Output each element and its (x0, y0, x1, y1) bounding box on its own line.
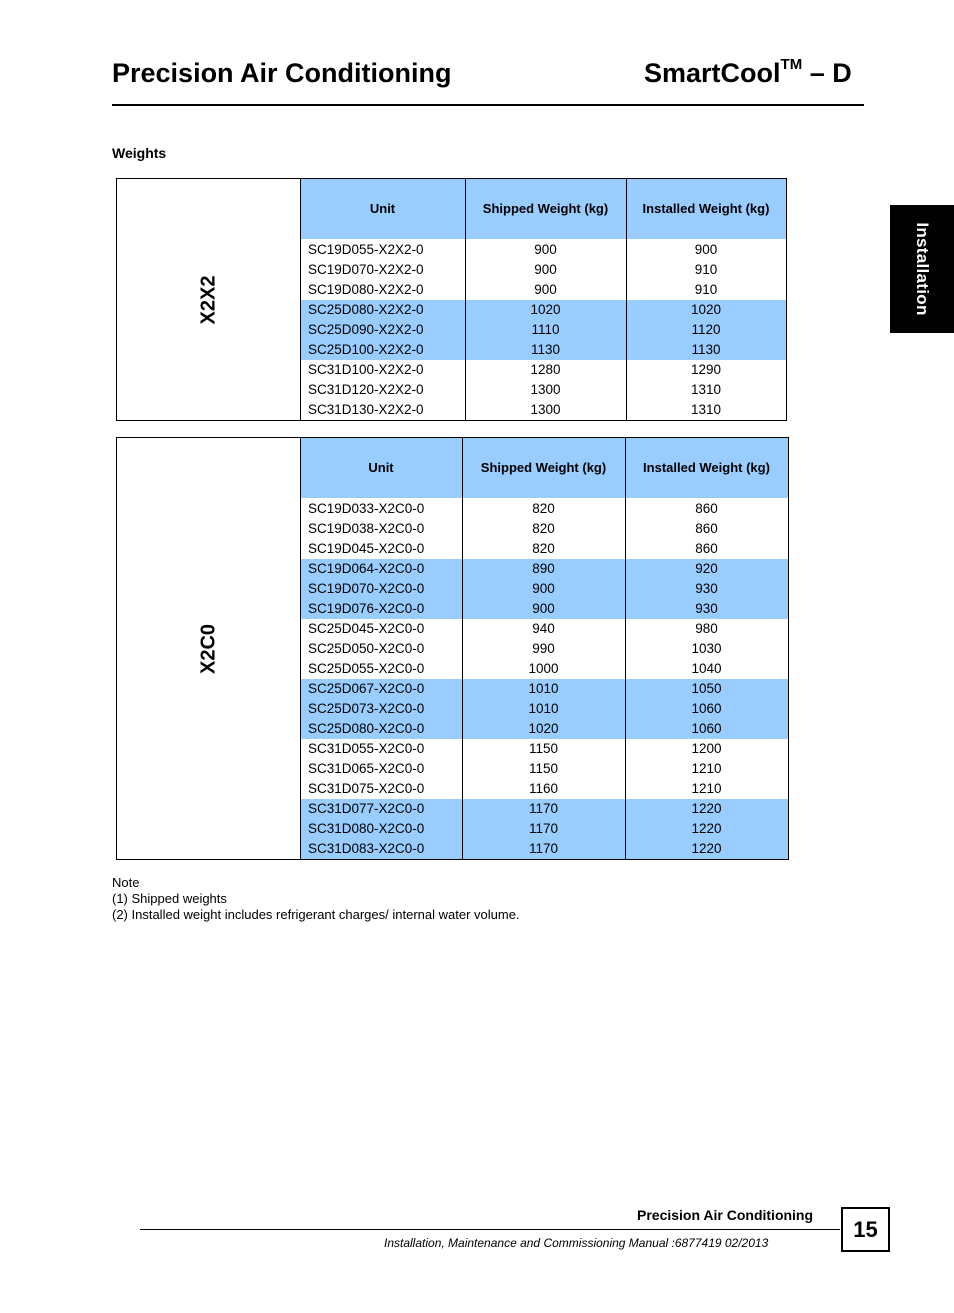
installed-weight-cell: 1200 (691, 741, 722, 756)
column-header: Installed Weight (kg) (643, 460, 770, 475)
column-divider (462, 437, 463, 860)
table-row (300, 519, 788, 539)
shipped-weight-cell: 1110 (531, 322, 560, 337)
shipped-weight-cell: 1130 (530, 342, 561, 357)
table-row (300, 619, 788, 639)
shipped-weight-cell: 820 (532, 541, 555, 556)
table-row (300, 659, 788, 679)
product-suffix: – D (802, 58, 852, 88)
unit-cell: SC25D073-X2C0-0 (308, 701, 425, 716)
shipped-weight-cell: 1020 (530, 302, 561, 317)
shipped-weight-cell: 900 (534, 242, 557, 257)
product-name (644, 58, 852, 89)
column-header: Shipped Weight (kg) (482, 201, 609, 216)
table-row (300, 679, 788, 699)
unit-cell: SC25D050-X2C0-0 (308, 641, 425, 656)
unit-cell: SC19D070-X2X2-0 (308, 262, 424, 277)
installed-weight-cell: 900 (694, 242, 718, 257)
header-rule (112, 104, 864, 106)
notes (112, 875, 520, 923)
unit-cell: SC19D033-X2C0-0 (308, 501, 425, 516)
unit-cell: SC31D120-X2X2-0 (308, 382, 424, 397)
table-row (300, 699, 788, 719)
unit-cell: SC19D038-X2C0-0 (308, 521, 425, 536)
shipped-weight-cell: 1300 (530, 402, 561, 417)
unit-cell: SC25D090-X2X2-0 (308, 322, 424, 337)
unit-cell: SC25D055-X2C0-0 (308, 661, 425, 676)
unit-cell: SC31D077-X2C0-0 (308, 801, 425, 816)
column-divider (625, 437, 626, 860)
unit-cell: SC25D080-X2X2-0 (308, 302, 424, 317)
shipped-weight-cell: 1280 (530, 362, 561, 377)
note-heading: Note (112, 875, 140, 890)
weights-table-x2c0 (116, 437, 788, 860)
footer-title: Precision Air Conditioning (637, 1207, 814, 1223)
shipped-weight-cell: 1170 (528, 841, 559, 856)
table-row (300, 579, 788, 599)
table-row (300, 779, 788, 799)
page-number: 15 (841, 1207, 890, 1252)
table-row (300, 320, 786, 340)
shipped-weight-cell: 990 (532, 641, 555, 656)
installed-weight-cell: 1130 (691, 342, 721, 357)
installed-weight-cell: 1310 (690, 382, 722, 397)
installed-weight-cell: 860 (695, 541, 718, 556)
installed-weight-cell: 860 (695, 501, 718, 516)
table-row (300, 260, 786, 280)
side-tab-installation[interactable] (890, 205, 954, 333)
table-row (300, 839, 788, 859)
unit-cell: SC31D055-X2C0-0 (308, 741, 425, 756)
installed-weight-cell: 1290 (690, 362, 722, 377)
column-divider (626, 178, 627, 421)
table-row (300, 400, 786, 420)
shipped-weight-cell: 900 (532, 601, 555, 616)
unit-cell: SC19D045-X2C0-0 (308, 541, 425, 556)
installed-weight-cell: 1310 (690, 402, 722, 417)
column-header: Installed Weight (kg) (642, 201, 770, 216)
installed-weight-cell: 910 (694, 262, 718, 277)
footer-subtitle: Installation, Maintenance and Commissioning Manual :6877419 02/2013 (384, 1236, 769, 1250)
column-header: Shipped Weight (kg) (480, 460, 607, 475)
shipped-weight-cell: 1010 (528, 681, 559, 696)
unit-cell: SC25D067-X2C0-0 (308, 681, 425, 696)
unit-cell: SC19D080-X2X2-0 (308, 282, 424, 297)
unit-cell: SC31D080-X2C0-0 (308, 821, 425, 836)
footer-rule (140, 1229, 840, 1230)
table-row (300, 340, 786, 360)
unit-cell: SC31D083-X2C0-0 (308, 841, 425, 856)
table-row (300, 799, 788, 819)
unit-cell: SC31D130-X2X2-0 (308, 402, 424, 417)
installed-weight-cell: 1060 (691, 701, 722, 716)
group-label: X2X2 (197, 275, 219, 324)
table-header (300, 437, 788, 498)
installed-weight-cell: 1210 (691, 781, 722, 796)
shipped-weight-cell: 900 (534, 262, 557, 277)
unit-cell: SC31D075-X2C0-0 (308, 781, 425, 796)
installed-weight-cell: 910 (694, 282, 718, 297)
installed-weight-cell: 1120 (691, 322, 721, 337)
table-row (300, 719, 788, 739)
group-label: X2C0 (197, 623, 219, 674)
installed-weight-cell: 1060 (691, 721, 722, 736)
installed-weight-cell: 1020 (690, 302, 722, 317)
installed-weight-cell: 930 (695, 601, 718, 616)
shipped-weight-cell: 1170 (528, 821, 559, 836)
shipped-weight-cell: 1020 (528, 721, 559, 736)
trademark-mark: TM (780, 56, 803, 73)
table-row (300, 280, 786, 300)
installed-weight-cell: 1040 (691, 661, 722, 676)
shipped-weight-cell: 1010 (528, 701, 559, 716)
note-line: (1) Shipped weights (112, 891, 227, 906)
unit-cell: SC19D064-X2C0-0 (308, 561, 425, 576)
installed-weight-cell: 1210 (691, 761, 722, 776)
group-cell (116, 437, 301, 860)
shipped-weight-cell: 900 (534, 282, 557, 297)
unit-cell: SC25D080-X2C0-0 (308, 721, 425, 736)
table-row (300, 759, 788, 779)
unit-cell: SC19D070-X2C0-0 (308, 581, 425, 596)
table-header (300, 178, 786, 239)
unit-cell: SC25D100-X2X2-0 (308, 342, 424, 357)
unit-cell: SC19D076-X2C0-0 (308, 601, 425, 616)
shipped-weight-cell: 890 (532, 561, 555, 576)
installed-weight-cell: 1220 (691, 841, 722, 856)
installed-weight-cell: 860 (695, 521, 718, 536)
table-row (300, 360, 786, 380)
weights-table-x2x2 (116, 178, 786, 421)
product-name-text: SmartCool (644, 58, 781, 88)
installed-weight-cell: 1030 (691, 641, 722, 656)
installed-weight-cell: 1220 (691, 821, 722, 836)
column-header: Unit (368, 460, 394, 475)
shipped-weight-cell: 900 (532, 581, 555, 596)
shipped-weight-cell: 1160 (528, 781, 559, 796)
shipped-weight-cell: 1300 (530, 382, 561, 397)
unit-cell: SC19D055-X2X2-0 (308, 242, 424, 257)
table-row (300, 499, 788, 519)
shipped-weight-cell: 940 (532, 621, 555, 636)
table-row (300, 639, 788, 659)
shipped-weight-cell: 1150 (528, 761, 559, 776)
table-row (300, 819, 788, 839)
shipped-weight-cell: 1170 (528, 801, 559, 816)
shipped-weight-cell: 820 (532, 501, 555, 516)
section-title: Weights (112, 145, 167, 161)
column-header: Unit (369, 201, 396, 216)
note-line: (2) Installed weight includes refrigerant charges/ internal water volume. (112, 907, 520, 922)
installed-weight-cell: 930 (695, 581, 718, 596)
table-row (300, 559, 788, 579)
installed-weight-cell: 920 (695, 561, 718, 576)
table-row (300, 300, 786, 320)
side-tab-label: Installation (913, 222, 932, 316)
unit-cell: SC25D045-X2C0-0 (308, 621, 425, 636)
group-cell (116, 178, 301, 421)
installed-weight-cell: 1050 (691, 681, 722, 696)
unit-cell: SC31D065-X2C0-0 (308, 761, 425, 776)
table-row (300, 599, 788, 619)
table-row (300, 539, 788, 559)
shipped-weight-cell: 1150 (528, 741, 559, 756)
table-row (300, 240, 786, 260)
column-divider (465, 178, 466, 421)
table-row (300, 380, 786, 400)
installed-weight-cell: 980 (695, 621, 718, 636)
shipped-weight-cell: 820 (532, 521, 555, 536)
page-title: Precision Air Conditioning (112, 58, 452, 88)
installed-weight-cell: 1220 (691, 801, 722, 816)
table-row (300, 739, 788, 759)
shipped-weight-cell: 1000 (528, 661, 559, 676)
unit-cell: SC31D100-X2X2-0 (308, 362, 424, 377)
